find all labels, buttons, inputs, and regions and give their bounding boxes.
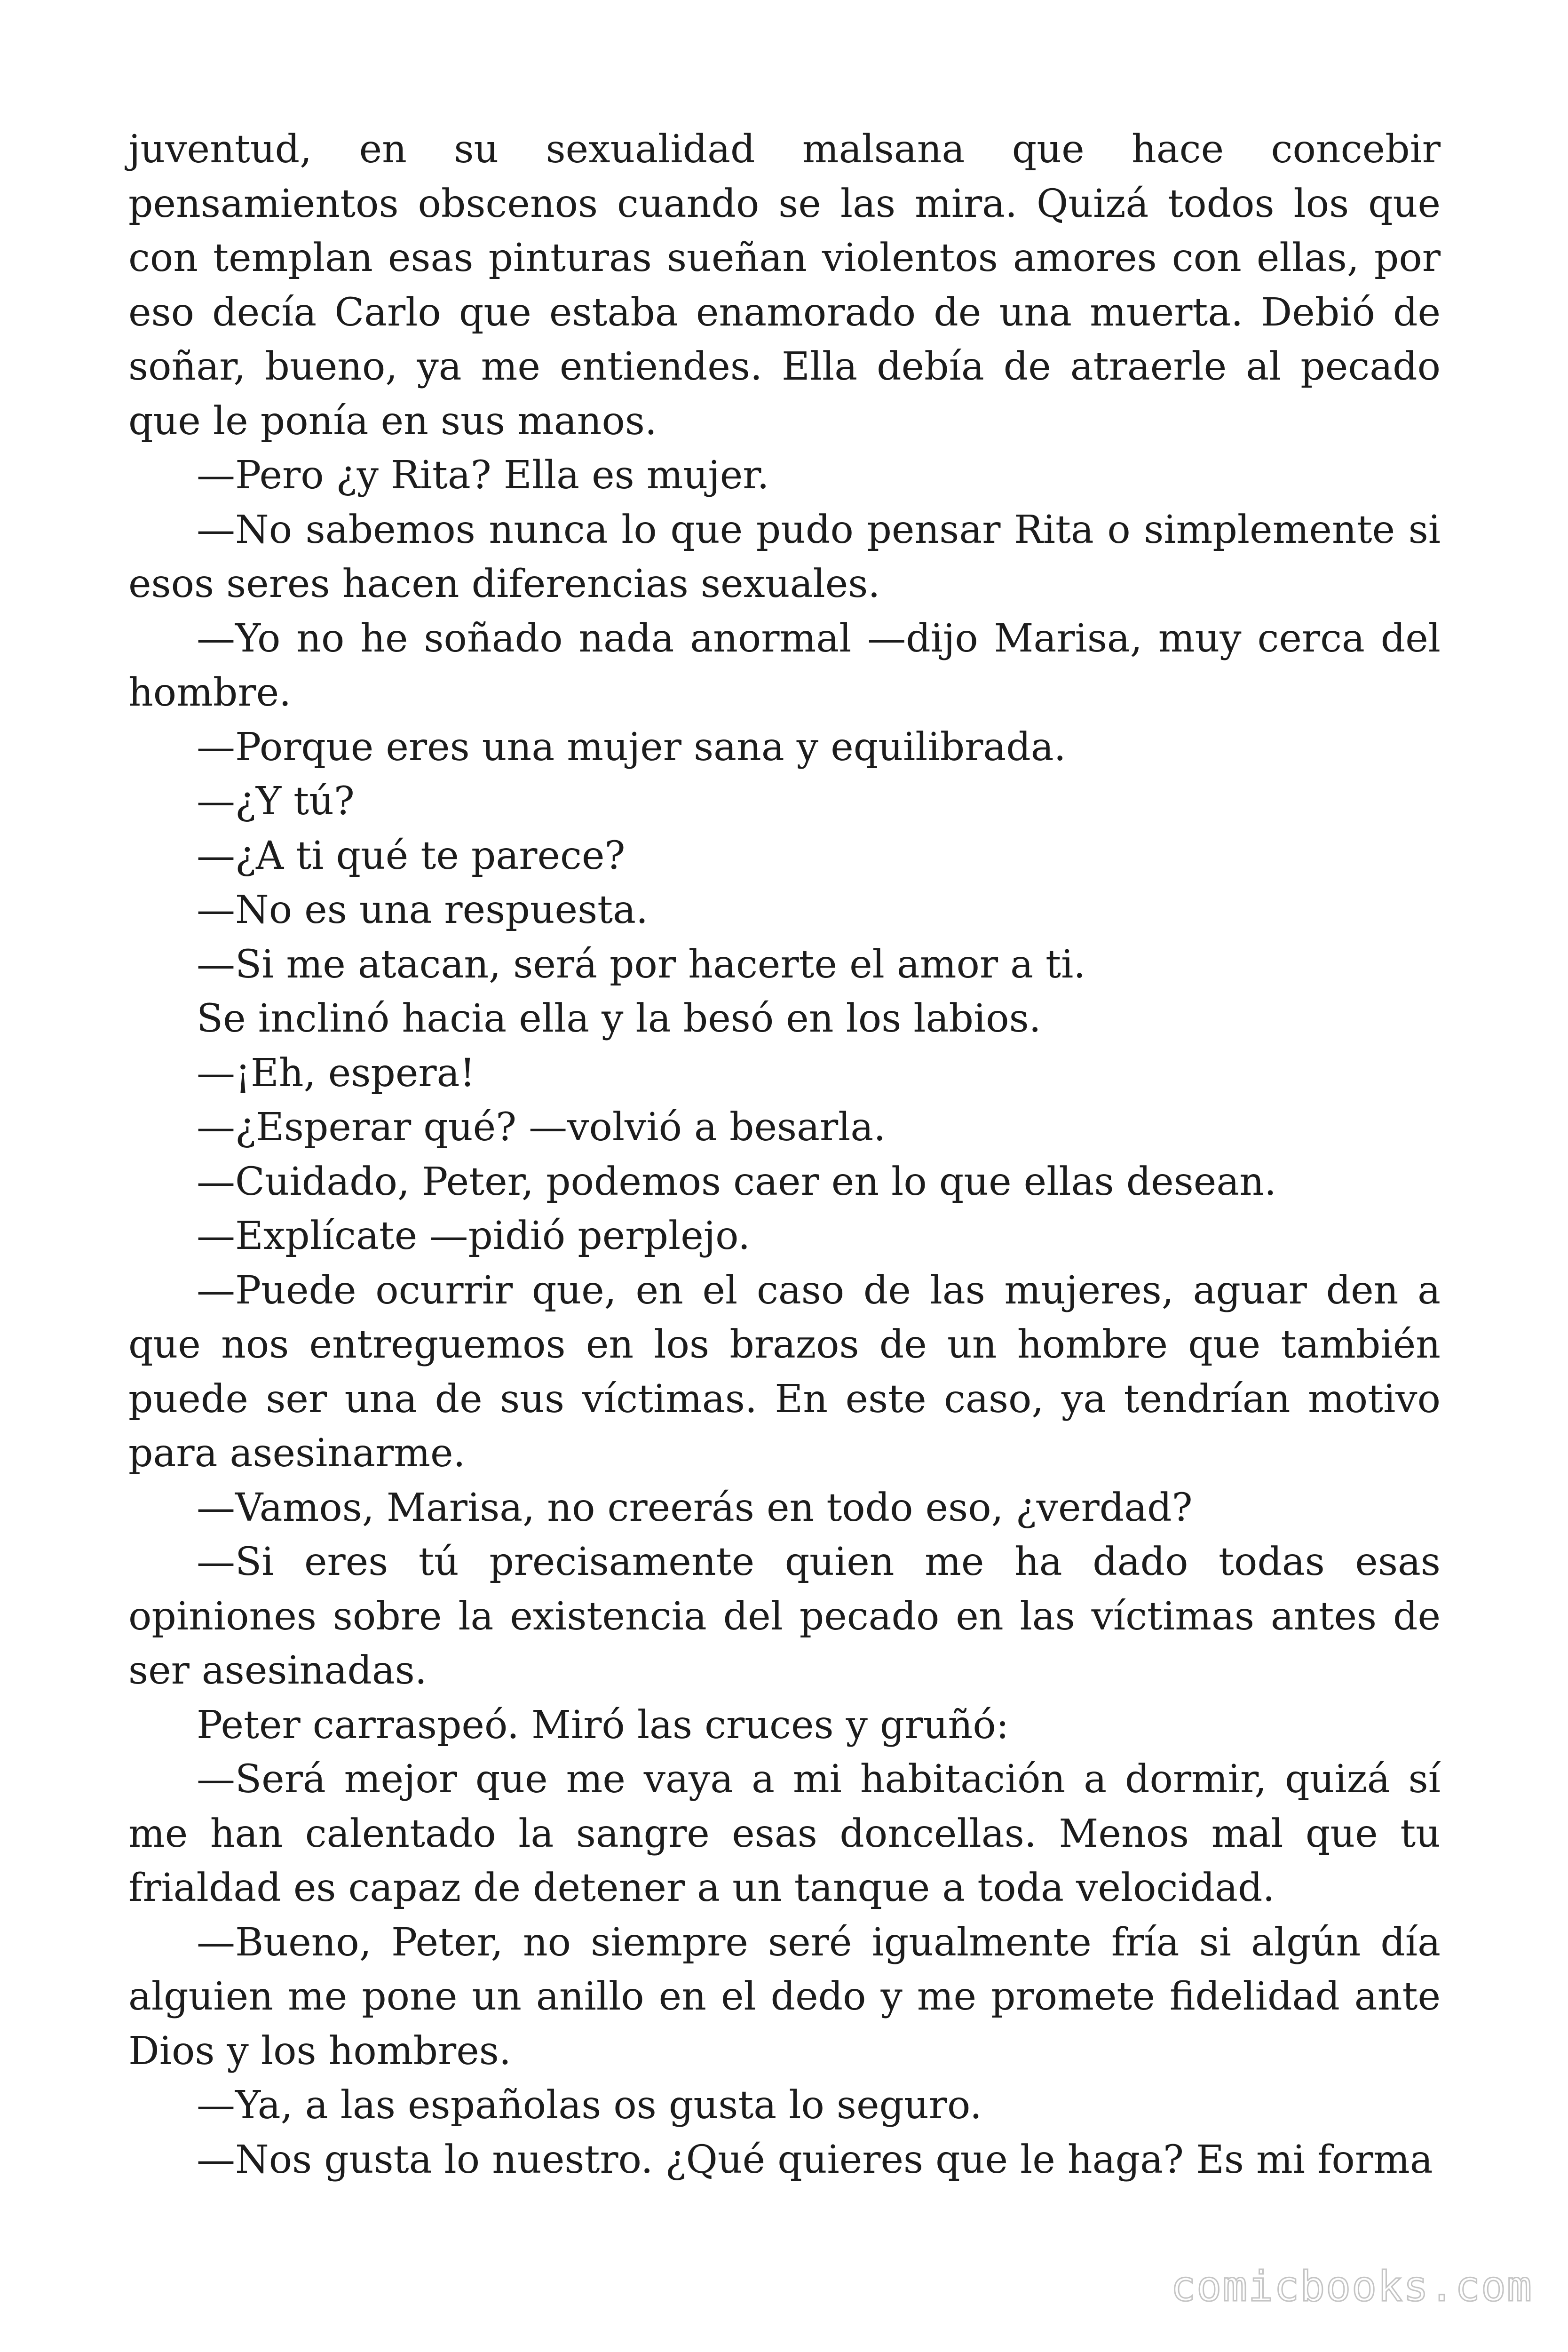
paragraph: —¿A ti qué te parece? — [197, 833, 626, 878]
paragraph: —Si eres tú precisamente quien me ha dado todas esas opiniones sobre la existencia del pecado en las víctimas antes de ser asesinadas. — [128, 1540, 1441, 1693]
body-text — [128, 122, 1441, 2187]
paragraph: —Yo no he soñado nada anormal —dijo Marisa, muy cerca del hombre. — [128, 616, 1441, 715]
paragraph: —Bueno, Peter, no siempre seré igualmente fría si algún día alguien me pone un anillo en el dedo y me promete fidelidad ante Dios y los hombres. — [128, 1920, 1441, 2074]
paragraph: —Nos gusta lo nuestro. ¿Qué quieres que le haga? Es mi forma — [197, 2137, 1433, 2182]
paragraph: juventud, en su sexualidad malsana que hace concebir pensamientos obscenos cuando se las mira. Quizá todos los que con templan esas pinturas sueñan violentos amores con ellas, por eso decía Carlo que estaba enamorado de una muerta. Debió de soñar, bueno, ya me entiendes. Ella debía de atraerle al pecado que le ponía en sus manos. — [128, 127, 1441, 444]
paragraph: —¿Y tú? — [197, 779, 355, 824]
watermark: comicbooks.com — [1171, 2262, 1533, 2311]
paragraph: —Puede ocurrir que, en el caso de las mujeres, aguar den a que nos entreguemos en los brazos de un hombre que también puede ser una de sus víctimas. En este caso, ya tendrían motivo para asesinarme. — [128, 1268, 1441, 1476]
paragraph: —Pero ¿y Rita? Ella es mujer. — [197, 453, 769, 498]
paragraph: —No es una respuesta. — [197, 888, 649, 932]
paragraph: —Será mejor que me vaya a mi habitación a dormir, quizá sí me han calentado la sangre esas doncellas. Menos mal que tu frialdad es capaz de detener a un tanque a toda velocidad. — [128, 1757, 1441, 1910]
paragraph: —Explícate —pidió perplejo. — [197, 1214, 751, 1258]
paragraph: —¿Esperar qué? —volvió a besarla. — [197, 1105, 886, 1150]
paragraph: —No sabemos nunca lo que pudo pensar Rita o simplemente si esos seres hacen diferencias sexuales. — [128, 507, 1441, 606]
paragraph: —¡Eh, espera! — [197, 1050, 475, 1096]
paragraph: Peter carraspeó. Miró las cruces y gruñó: — [197, 1702, 1009, 1748]
paragraph: —Cuidado, Peter, podemos caer en lo que ellas desean. — [197, 1159, 1277, 1204]
paragraph: —Porque eres una mujer sana y equilibrada. — [197, 724, 1066, 770]
paragraph: —Vamos, Marisa, no creerás en todo eso, ¿verdad? — [197, 1485, 1193, 1530]
paragraph: Se inclinó hacia ella y la besó en los labios. — [197, 996, 1041, 1041]
paragraph: —Ya, a las españolas os gusta lo seguro. — [197, 2083, 982, 2128]
paragraph: —Si me atacan, será por hacerte el amor a ti. — [197, 942, 1086, 987]
